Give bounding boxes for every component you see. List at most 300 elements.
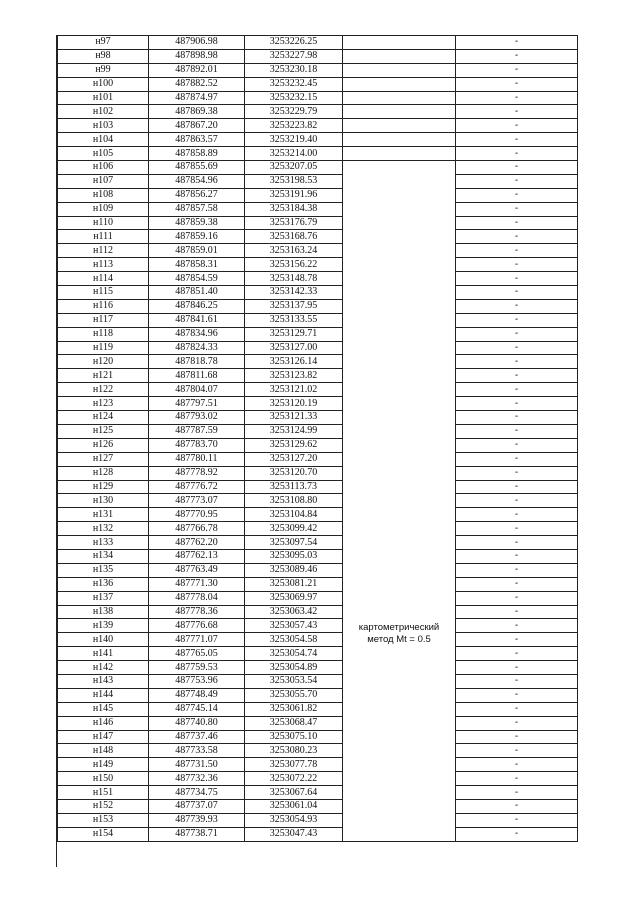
y-coordinate-cell: 3253129.71 xyxy=(245,327,343,341)
y-coordinate-cell: 3253055.70 xyxy=(245,688,343,702)
point-id-cell: н105 xyxy=(58,147,149,161)
table-row xyxy=(58,536,578,550)
point-id-cell: н145 xyxy=(58,702,149,716)
note-cell: - xyxy=(456,119,578,133)
note-cell: - xyxy=(456,591,578,605)
note-cell: - xyxy=(456,397,578,411)
y-coordinate-cell: 3253230.18 xyxy=(245,63,343,77)
x-coordinate-cell: 487898.98 xyxy=(149,49,245,63)
table-row xyxy=(58,647,578,661)
y-coordinate-cell: 3253097.54 xyxy=(245,536,343,550)
x-coordinate-cell: 487733.58 xyxy=(149,744,245,758)
note-cell: - xyxy=(456,383,578,397)
method-cell xyxy=(343,161,456,842)
x-coordinate-cell: 487869.38 xyxy=(149,105,245,119)
table-row xyxy=(58,244,578,258)
note-cell: - xyxy=(456,674,578,688)
note-cell: - xyxy=(456,480,578,494)
method-cell-empty xyxy=(343,49,456,63)
y-coordinate-cell: 3253068.47 xyxy=(245,716,343,730)
note-cell: - xyxy=(456,244,578,258)
x-coordinate-cell: 487846.25 xyxy=(149,299,245,313)
point-id-cell: н151 xyxy=(58,786,149,800)
table-row xyxy=(58,786,578,800)
x-coordinate-cell: 487770.95 xyxy=(149,508,245,522)
x-coordinate-cell: 487811.68 xyxy=(149,369,245,383)
table-row xyxy=(58,577,578,591)
x-coordinate-cell: 487783.70 xyxy=(149,438,245,452)
x-coordinate-cell: 487834.96 xyxy=(149,327,245,341)
y-coordinate-cell: 3253124.99 xyxy=(245,424,343,438)
point-id-cell: н147 xyxy=(58,730,149,744)
y-coordinate-cell: 3253214.00 xyxy=(245,147,343,161)
y-coordinate-cell: 3253156.22 xyxy=(245,258,343,272)
table-row xyxy=(58,563,578,577)
table-row xyxy=(58,327,578,341)
y-coordinate-cell: 3253089.46 xyxy=(245,563,343,577)
y-coordinate-cell: 3253127.20 xyxy=(245,452,343,466)
note-cell: - xyxy=(456,286,578,300)
y-coordinate-cell: 3253232.15 xyxy=(245,91,343,105)
y-coordinate-cell: 3253142.33 xyxy=(245,286,343,300)
x-coordinate-cell: 487778.36 xyxy=(149,605,245,619)
table-row xyxy=(58,633,578,647)
table-row xyxy=(58,508,578,522)
note-cell: - xyxy=(456,161,578,175)
table-row xyxy=(58,411,578,425)
point-id-cell: н138 xyxy=(58,605,149,619)
point-id-cell: н127 xyxy=(58,452,149,466)
x-coordinate-cell: 487732.36 xyxy=(149,772,245,786)
point-id-cell: н152 xyxy=(58,799,149,813)
note-cell: - xyxy=(456,36,578,50)
method-cell-empty xyxy=(343,77,456,91)
point-id-cell: н142 xyxy=(58,661,149,675)
note-cell: - xyxy=(456,772,578,786)
note-cell: - xyxy=(456,230,578,244)
x-coordinate-cell: 487818.78 xyxy=(149,355,245,369)
y-coordinate-cell: 3253099.42 xyxy=(245,522,343,536)
point-id-cell: н125 xyxy=(58,424,149,438)
table-row xyxy=(58,49,578,63)
table-row xyxy=(58,119,578,133)
y-coordinate-cell: 3253163.24 xyxy=(245,244,343,258)
note-cell: - xyxy=(456,258,578,272)
y-coordinate-cell: 3253063.42 xyxy=(245,605,343,619)
x-coordinate-cell: 487858.89 xyxy=(149,147,245,161)
y-coordinate-cell: 3253054.89 xyxy=(245,661,343,675)
y-coordinate-cell: 3253229.79 xyxy=(245,105,343,119)
table-row xyxy=(58,63,578,77)
note-cell: - xyxy=(456,744,578,758)
point-id-cell: н115 xyxy=(58,286,149,300)
coordinates-table xyxy=(57,35,578,842)
x-coordinate-cell: 487863.57 xyxy=(149,133,245,147)
x-coordinate-cell: 487859.38 xyxy=(149,216,245,230)
y-coordinate-cell: 3253080.23 xyxy=(245,744,343,758)
x-coordinate-cell: 487793.02 xyxy=(149,411,245,425)
point-id-cell: н109 xyxy=(58,202,149,216)
note-cell: - xyxy=(456,133,578,147)
point-id-cell: н123 xyxy=(58,397,149,411)
note-cell: - xyxy=(456,758,578,772)
x-coordinate-cell: 487748.49 xyxy=(149,688,245,702)
y-coordinate-cell: 3253108.80 xyxy=(245,494,343,508)
point-id-cell: н137 xyxy=(58,591,149,605)
x-coordinate-cell: 487776.72 xyxy=(149,480,245,494)
x-coordinate-cell: 487857.58 xyxy=(149,202,245,216)
note-cell: - xyxy=(456,508,578,522)
point-id-cell: н114 xyxy=(58,272,149,286)
y-coordinate-cell: 3253057.43 xyxy=(245,619,343,633)
method-cell-empty xyxy=(343,119,456,133)
note-cell: - xyxy=(456,647,578,661)
table-row xyxy=(58,202,578,216)
point-id-cell: н106 xyxy=(58,161,149,175)
x-coordinate-cell: 487874.97 xyxy=(149,91,245,105)
table-row xyxy=(58,230,578,244)
table-row xyxy=(58,258,578,272)
y-coordinate-cell: 3253176.79 xyxy=(245,216,343,230)
y-coordinate-cell: 3253054.58 xyxy=(245,633,343,647)
point-id-cell: н144 xyxy=(58,688,149,702)
point-id-cell: н101 xyxy=(58,91,149,105)
x-coordinate-cell: 487771.07 xyxy=(149,633,245,647)
x-coordinate-cell: 487734.75 xyxy=(149,786,245,800)
point-id-cell: н100 xyxy=(58,77,149,91)
y-coordinate-cell: 3253223.82 xyxy=(245,119,343,133)
note-cell: - xyxy=(456,313,578,327)
y-coordinate-cell: 3253113.73 xyxy=(245,480,343,494)
x-coordinate-cell: 487804.07 xyxy=(149,383,245,397)
table-row xyxy=(58,744,578,758)
x-coordinate-cell: 487851.40 xyxy=(149,286,245,300)
note-cell: - xyxy=(456,327,578,341)
point-id-cell: н102 xyxy=(58,105,149,119)
y-coordinate-cell: 3253104.84 xyxy=(245,508,343,522)
table-row xyxy=(58,549,578,563)
point-id-cell: н143 xyxy=(58,674,149,688)
point-id-cell: н117 xyxy=(58,313,149,327)
point-id-cell: н136 xyxy=(58,577,149,591)
note-cell: - xyxy=(456,813,578,827)
y-coordinate-cell: 3253121.02 xyxy=(245,383,343,397)
x-coordinate-cell: 487739.93 xyxy=(149,813,245,827)
point-id-cell: н141 xyxy=(58,647,149,661)
note-cell: - xyxy=(456,716,578,730)
note-cell: - xyxy=(456,77,578,91)
y-coordinate-cell: 3253047.43 xyxy=(245,827,343,841)
note-cell: - xyxy=(456,786,578,800)
x-coordinate-cell: 487762.13 xyxy=(149,549,245,563)
table-row xyxy=(58,105,578,119)
table-row xyxy=(58,522,578,536)
table-row xyxy=(58,369,578,383)
point-id-cell: н134 xyxy=(58,549,149,563)
table-row xyxy=(58,161,578,175)
table-row xyxy=(58,216,578,230)
note-cell: - xyxy=(456,827,578,841)
method-cell-empty xyxy=(343,147,456,161)
y-coordinate-cell: 3253095.03 xyxy=(245,549,343,563)
point-id-cell: н112 xyxy=(58,244,149,258)
x-coordinate-cell: 487737.07 xyxy=(149,799,245,813)
table-row xyxy=(58,591,578,605)
table-row xyxy=(58,619,578,633)
note-cell: - xyxy=(456,355,578,369)
method-text-line1: картометрический xyxy=(358,622,440,634)
point-id-cell: н124 xyxy=(58,411,149,425)
x-coordinate-cell: 487765.05 xyxy=(149,647,245,661)
note-cell: - xyxy=(456,522,578,536)
coordinates-table-page xyxy=(57,35,577,842)
x-coordinate-cell: 487766.78 xyxy=(149,522,245,536)
x-coordinate-cell: 487882.52 xyxy=(149,77,245,91)
table-row xyxy=(58,730,578,744)
table-row xyxy=(58,77,578,91)
table-row xyxy=(58,383,578,397)
point-id-cell: н132 xyxy=(58,522,149,536)
table-row xyxy=(58,36,578,50)
x-coordinate-cell: 487854.59 xyxy=(149,272,245,286)
y-coordinate-cell: 3253069.97 xyxy=(245,591,343,605)
note-cell: - xyxy=(456,272,578,286)
table-row xyxy=(58,424,578,438)
point-id-cell: н107 xyxy=(58,174,149,188)
note-cell: - xyxy=(456,411,578,425)
point-id-cell: н119 xyxy=(58,341,149,355)
x-coordinate-cell: 487841.61 xyxy=(149,313,245,327)
x-coordinate-cell: 487867.20 xyxy=(149,119,245,133)
point-id-cell: н148 xyxy=(58,744,149,758)
note-cell: - xyxy=(456,369,578,383)
y-coordinate-cell: 3253227.98 xyxy=(245,49,343,63)
x-coordinate-cell: 487763.49 xyxy=(149,563,245,577)
note-cell: - xyxy=(456,341,578,355)
table-row xyxy=(58,661,578,675)
table-row xyxy=(58,716,578,730)
point-id-cell: н97 xyxy=(58,36,149,50)
y-coordinate-cell: 3253127.00 xyxy=(245,341,343,355)
table-row xyxy=(58,286,578,300)
y-coordinate-cell: 3253081.21 xyxy=(245,577,343,591)
y-coordinate-cell: 3253054.74 xyxy=(245,647,343,661)
x-coordinate-cell: 487858.31 xyxy=(149,258,245,272)
y-coordinate-cell: 3253061.82 xyxy=(245,702,343,716)
note-cell: - xyxy=(456,91,578,105)
method-cell-empty xyxy=(343,105,456,119)
note-cell: - xyxy=(456,188,578,202)
point-id-cell: н146 xyxy=(58,716,149,730)
point-id-cell: н113 xyxy=(58,258,149,272)
method-spacer xyxy=(343,161,455,622)
y-coordinate-cell: 3253067.64 xyxy=(245,786,343,800)
y-coordinate-cell: 3253072.22 xyxy=(245,772,343,786)
y-coordinate-cell: 3253061.04 xyxy=(245,799,343,813)
x-coordinate-cell: 487778.92 xyxy=(149,466,245,480)
y-coordinate-cell: 3253207.05 xyxy=(245,161,343,175)
x-coordinate-cell: 487854.96 xyxy=(149,174,245,188)
point-id-cell: н120 xyxy=(58,355,149,369)
y-coordinate-cell: 3253129.62 xyxy=(245,438,343,452)
point-id-cell: н131 xyxy=(58,508,149,522)
note-cell: - xyxy=(456,702,578,716)
x-coordinate-cell: 487855.69 xyxy=(149,161,245,175)
table-row xyxy=(58,91,578,105)
note-cell: - xyxy=(456,799,578,813)
x-coordinate-cell: 487745.14 xyxy=(149,702,245,716)
point-id-cell: н116 xyxy=(58,299,149,313)
x-coordinate-cell: 487856.27 xyxy=(149,188,245,202)
x-coordinate-cell: 487797.51 xyxy=(149,397,245,411)
point-id-cell: н126 xyxy=(58,438,149,452)
y-coordinate-cell: 3253133.55 xyxy=(245,313,343,327)
x-coordinate-cell: 487778.04 xyxy=(149,591,245,605)
point-id-cell: н133 xyxy=(58,536,149,550)
table-row xyxy=(58,494,578,508)
note-cell: - xyxy=(456,216,578,230)
table-row xyxy=(58,341,578,355)
x-coordinate-cell: 487859.01 xyxy=(149,244,245,258)
x-coordinate-cell: 487771.30 xyxy=(149,577,245,591)
y-coordinate-cell: 3253120.19 xyxy=(245,397,343,411)
method-cell-empty xyxy=(343,91,456,105)
point-id-cell: н122 xyxy=(58,383,149,397)
x-coordinate-cell: 487731.50 xyxy=(149,758,245,772)
note-cell: - xyxy=(456,147,578,161)
note-cell: - xyxy=(456,536,578,550)
y-coordinate-cell: 3253168.76 xyxy=(245,230,343,244)
note-cell: - xyxy=(456,730,578,744)
y-coordinate-cell: 3253123.82 xyxy=(245,369,343,383)
coordinates-table-body xyxy=(58,36,578,842)
point-id-cell: н135 xyxy=(58,563,149,577)
y-coordinate-cell: 3253226.25 xyxy=(245,36,343,50)
table-row xyxy=(58,688,578,702)
point-id-cell: н110 xyxy=(58,216,149,230)
method-cell-empty xyxy=(343,133,456,147)
note-cell: - xyxy=(456,549,578,563)
note-cell: - xyxy=(456,299,578,313)
table-row xyxy=(58,480,578,494)
y-coordinate-cell: 3253053.54 xyxy=(245,674,343,688)
note-cell: - xyxy=(456,49,578,63)
x-coordinate-cell: 487762.20 xyxy=(149,536,245,550)
point-id-cell: н98 xyxy=(58,49,149,63)
table-row xyxy=(58,355,578,369)
point-id-cell: н149 xyxy=(58,758,149,772)
table-row xyxy=(58,813,578,827)
x-coordinate-cell: 487787.59 xyxy=(149,424,245,438)
x-coordinate-cell: 487776.68 xyxy=(149,619,245,633)
table-row xyxy=(58,188,578,202)
table-row xyxy=(58,174,578,188)
note-cell: - xyxy=(456,563,578,577)
method-cell-empty xyxy=(343,63,456,77)
point-id-cell: н129 xyxy=(58,480,149,494)
point-id-cell: н111 xyxy=(58,230,149,244)
y-coordinate-cell: 3253126.14 xyxy=(245,355,343,369)
table-row xyxy=(58,147,578,161)
x-coordinate-cell: 487906.98 xyxy=(149,36,245,50)
note-cell: - xyxy=(456,688,578,702)
y-coordinate-cell: 3253121.33 xyxy=(245,411,343,425)
table-row xyxy=(58,438,578,452)
note-cell: - xyxy=(456,202,578,216)
point-id-cell: н108 xyxy=(58,188,149,202)
table-row xyxy=(58,605,578,619)
note-cell: - xyxy=(456,577,578,591)
note-cell: - xyxy=(456,605,578,619)
y-coordinate-cell: 3253120.70 xyxy=(245,466,343,480)
note-cell: - xyxy=(456,466,578,480)
table-row xyxy=(58,702,578,716)
note-cell: - xyxy=(456,105,578,119)
note-cell: - xyxy=(456,633,578,647)
note-cell: - xyxy=(456,63,578,77)
y-coordinate-cell: 3253148.78 xyxy=(245,272,343,286)
y-coordinate-cell: 3253077.78 xyxy=(245,758,343,772)
note-cell: - xyxy=(456,438,578,452)
method-text-line2: метод Mt = 0.5 xyxy=(367,634,431,646)
note-cell: - xyxy=(456,424,578,438)
x-coordinate-cell: 487859.16 xyxy=(149,230,245,244)
x-coordinate-cell: 487753.96 xyxy=(149,674,245,688)
point-id-cell: н103 xyxy=(58,119,149,133)
point-id-cell: н104 xyxy=(58,133,149,147)
table-row xyxy=(58,827,578,841)
point-id-cell: н130 xyxy=(58,494,149,508)
point-id-cell: н118 xyxy=(58,327,149,341)
x-coordinate-cell: 487737.46 xyxy=(149,730,245,744)
point-id-cell: н121 xyxy=(58,369,149,383)
table-row xyxy=(58,133,578,147)
x-coordinate-cell: 487780.11 xyxy=(149,452,245,466)
y-coordinate-cell: 3253219.40 xyxy=(245,133,343,147)
point-id-cell: н99 xyxy=(58,63,149,77)
x-coordinate-cell: 487892.01 xyxy=(149,63,245,77)
table-row xyxy=(58,799,578,813)
y-coordinate-cell: 3253184.38 xyxy=(245,202,343,216)
table-row xyxy=(58,397,578,411)
point-id-cell: н128 xyxy=(58,466,149,480)
point-id-cell: н153 xyxy=(58,813,149,827)
table-row xyxy=(58,452,578,466)
y-coordinate-cell: 3253054.93 xyxy=(245,813,343,827)
note-cell: - xyxy=(456,452,578,466)
note-cell: - xyxy=(456,661,578,675)
method-cell-empty xyxy=(343,36,456,50)
y-coordinate-cell: 3253232.45 xyxy=(245,77,343,91)
note-cell: - xyxy=(456,619,578,633)
point-id-cell: н139 xyxy=(58,619,149,633)
table-row xyxy=(58,758,578,772)
table-row xyxy=(58,674,578,688)
y-coordinate-cell: 3253075.10 xyxy=(245,730,343,744)
point-id-cell: н140 xyxy=(58,633,149,647)
y-coordinate-cell: 3253191.96 xyxy=(245,188,343,202)
point-id-cell: н150 xyxy=(58,772,149,786)
x-coordinate-cell: 487740.80 xyxy=(149,716,245,730)
table-row xyxy=(58,272,578,286)
point-id-cell: н154 xyxy=(58,827,149,841)
table-row xyxy=(58,466,578,480)
table-row xyxy=(58,313,578,327)
x-coordinate-cell: 487738.71 xyxy=(149,827,245,841)
note-cell: - xyxy=(456,174,578,188)
x-coordinate-cell: 487773.07 xyxy=(149,494,245,508)
y-coordinate-cell: 3253198.53 xyxy=(245,174,343,188)
